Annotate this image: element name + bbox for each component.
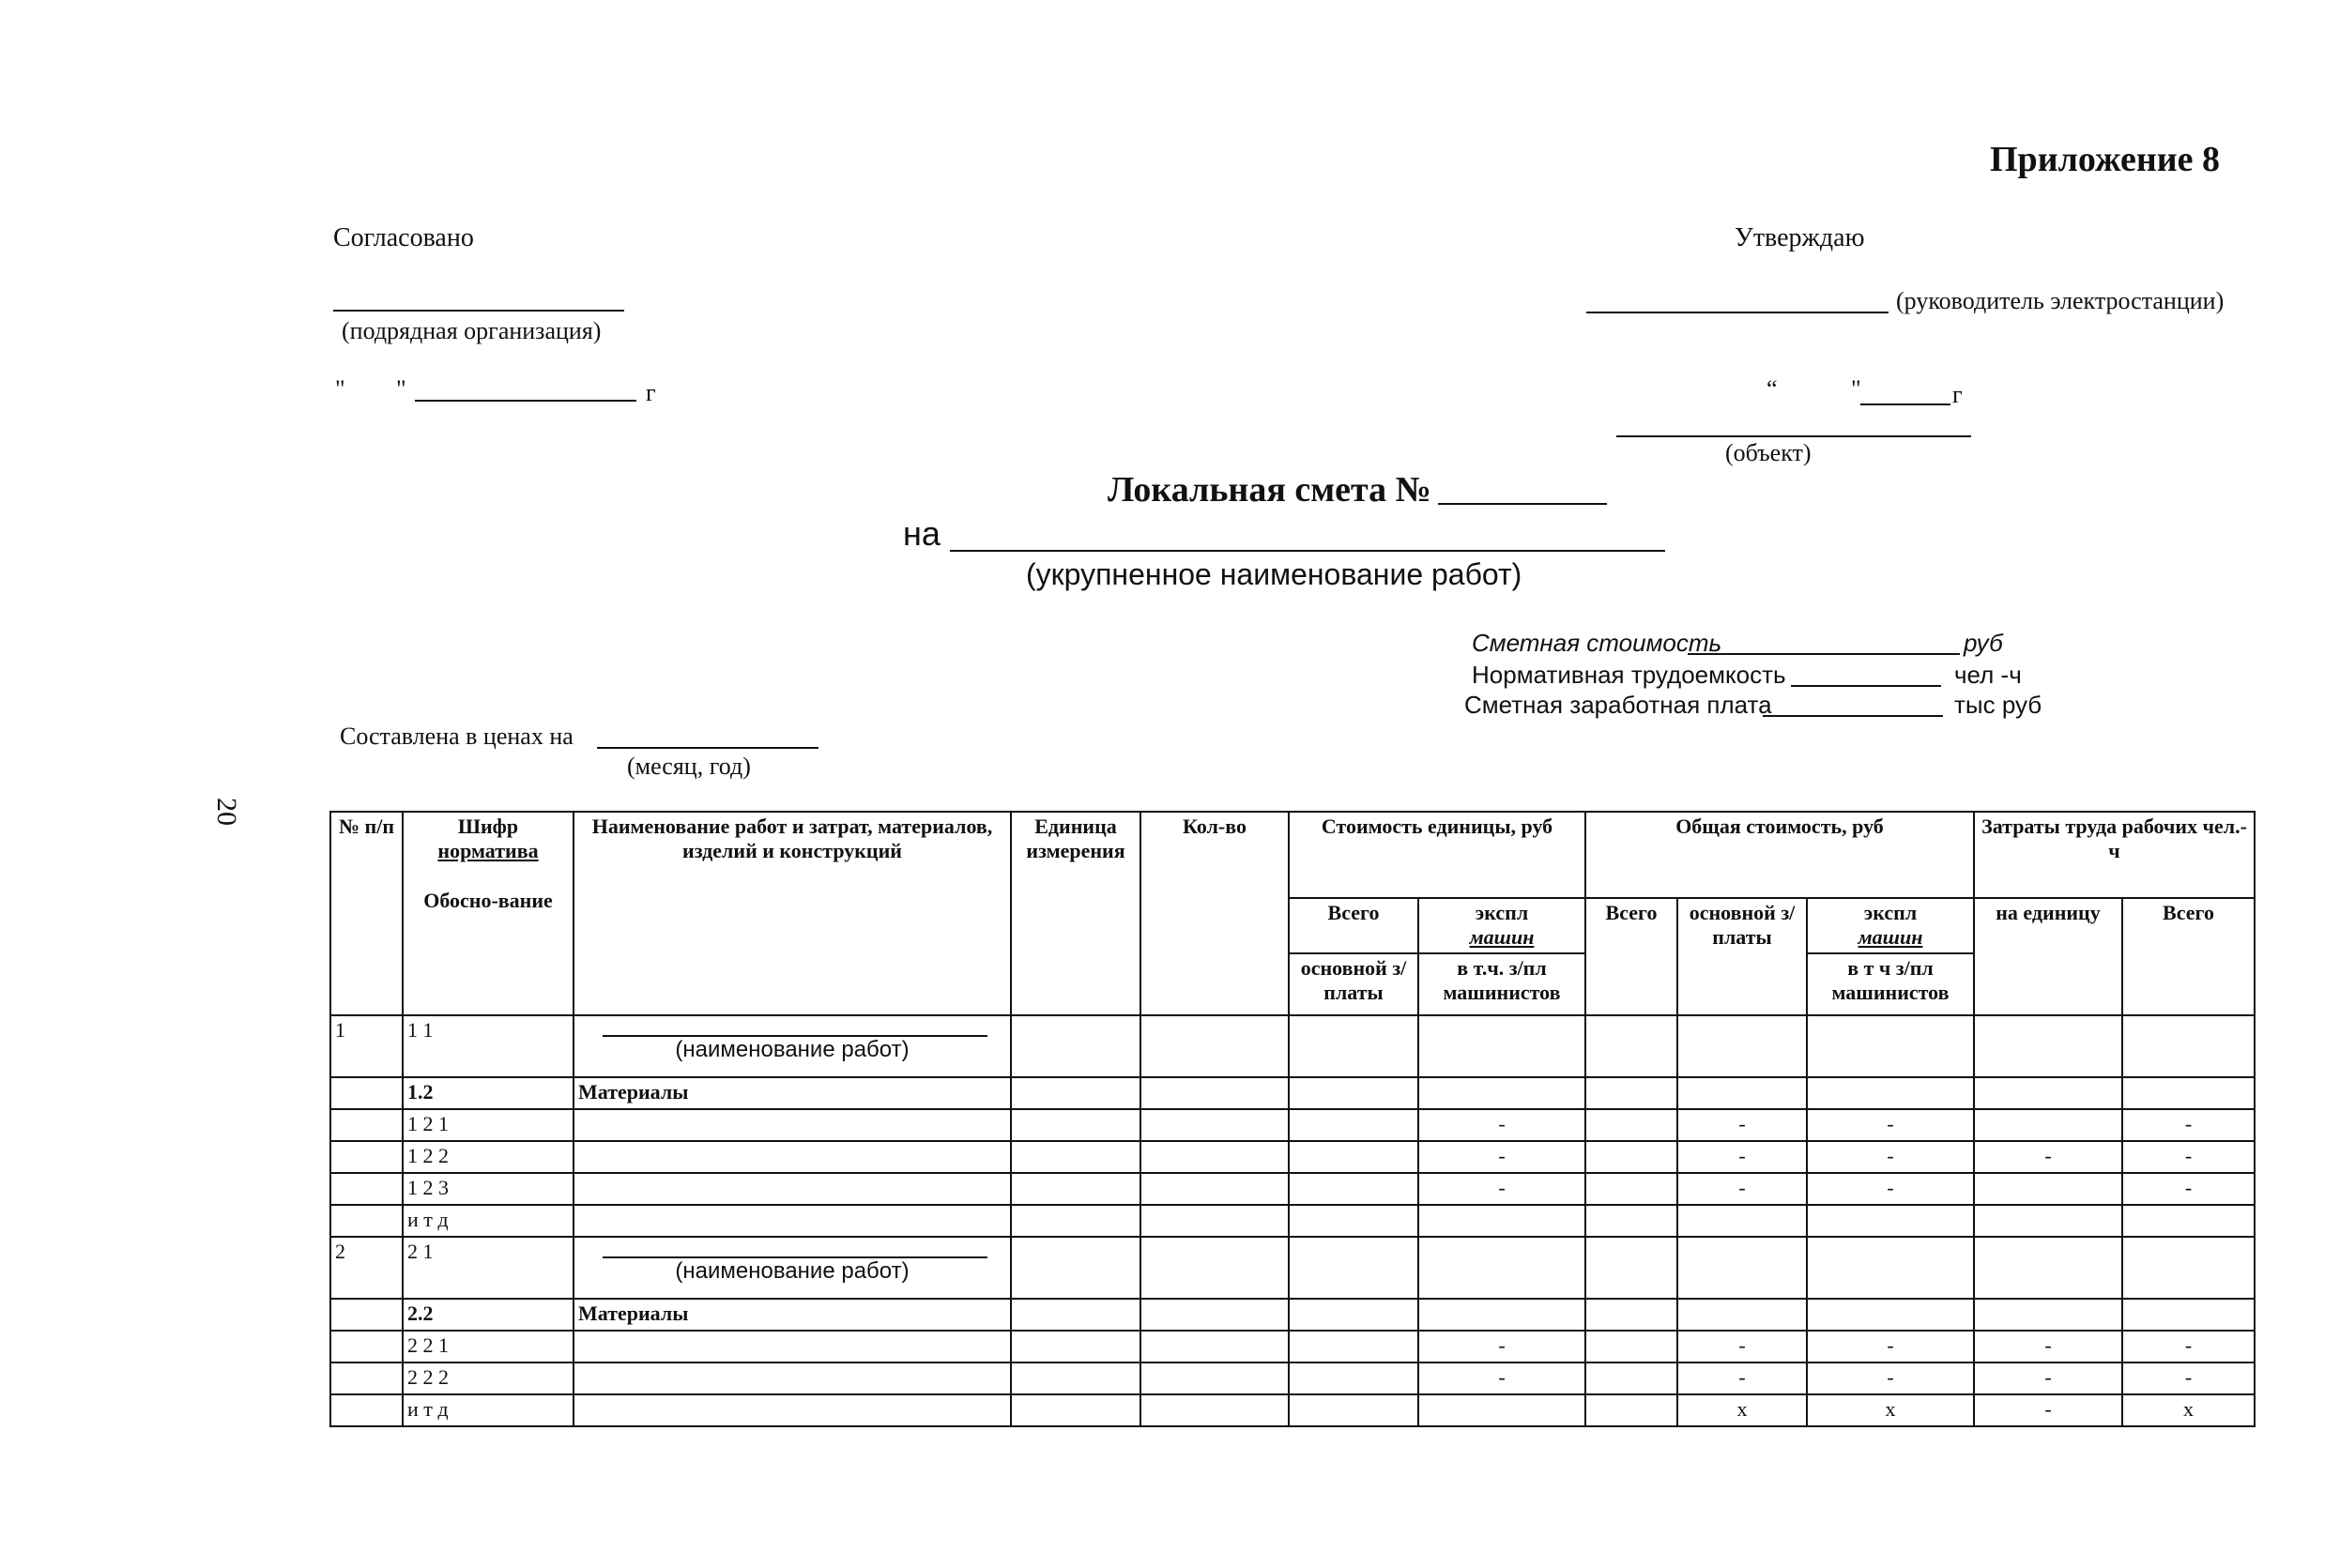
row-name [574,1173,1011,1205]
row-cell: - [1418,1331,1585,1362]
row-cell [1974,1109,2122,1141]
row-code: 2.2 [403,1299,574,1331]
estimated-cost-label: Сметная стоимость [1472,629,1722,657]
table-row [330,1299,2255,1331]
work-name-caption: (наименование работ) [675,1257,910,1284]
row-code: 1 1 [403,1015,574,1077]
prices-caption: (месяц, год) [627,753,751,780]
row-code: и т д [403,1205,574,1237]
labor-line [1791,685,1941,687]
header-labor: Затраты труда рабочих чел.-ч [1974,812,2255,898]
row-cell [2122,1015,2255,1077]
row-cell: - [1418,1362,1585,1394]
estimate-table [329,811,2256,1427]
row-cell [1011,1362,1140,1394]
wage-unit: тыс руб [1954,691,2042,719]
row-cell [1289,1173,1418,1205]
work-name-line [603,1024,987,1037]
header-total-machines-label2: машин [1858,925,1923,950]
row-cell [1011,1331,1140,1362]
row-cell [1140,1331,1289,1362]
table-row [330,1015,2255,1077]
row-cell [1289,1109,1418,1141]
table-body [330,1015,2255,1426]
date-suffix-right: г [1952,381,1963,408]
row-cell [1585,1331,1677,1362]
row-cell [1011,1299,1140,1331]
row-code: 2 1 [403,1237,574,1299]
row-name [574,1331,1011,1362]
row-name [574,1205,1011,1237]
row-cell [1011,1109,1140,1141]
row-cell [1011,1173,1140,1205]
row-num: 1 [330,1015,403,1077]
row-cell [1585,1205,1677,1237]
object-caption: (объект) [1725,439,1812,466]
row-num: 2 [330,1237,403,1299]
row-cell: - [1807,1141,1974,1173]
prices-line [597,747,818,749]
row-cell: - [1677,1362,1807,1394]
work-name-line [603,1245,987,1258]
row-cell [1140,1237,1289,1299]
na-label: на [903,514,941,553]
table-row [330,1205,2255,1237]
row-cell [1140,1362,1289,1394]
org-caption: (подрядная организация) [342,317,602,344]
row-cell [1585,1173,1677,1205]
row-name [574,1109,1011,1141]
row-cell [1677,1077,1807,1109]
row-cell [1011,1077,1140,1109]
row-cell [1585,1109,1677,1141]
row-cell [1418,1077,1585,1109]
agreed-label: Согласовано [333,223,474,252]
row-cell: - [1974,1362,2122,1394]
wage-line [1763,715,1943,717]
row-cell [1140,1141,1289,1173]
row-code: 2 2 1 [403,1331,574,1362]
row-code: 1 2 2 [403,1141,574,1173]
row-cell [1974,1299,2122,1331]
row-code: 1.2 [403,1077,574,1109]
table-row [330,1109,2255,1141]
row-cell [1140,1015,1289,1077]
header-justification: Обосно-вание [423,888,553,912]
row-cell: - [2122,1109,2255,1141]
row-cell [1418,1015,1585,1077]
row-cell [1011,1205,1140,1237]
work-name-caption: (укрупненное наименование работ) [1026,557,1522,591]
header-per-unit: на единицу [1974,898,2122,1015]
row-name: Материалы [574,1077,1011,1109]
row-code: и т д [403,1394,574,1426]
work-name-line [950,550,1665,552]
row-cell [1585,1394,1677,1426]
row-cell [1140,1109,1289,1141]
title-number-line [1438,503,1607,505]
date-line-right [1860,403,1950,405]
row-cell [1974,1173,2122,1205]
row-name [574,1362,1011,1394]
header-code [403,812,574,1015]
row-cell [1677,1015,1807,1077]
row-cell: - [2122,1362,2255,1394]
row-cell: - [2122,1141,2255,1173]
row-cell: - [1807,1109,1974,1141]
row-cell: - [1677,1331,1807,1362]
row-cell [1289,1237,1418,1299]
row-cell: - [1677,1141,1807,1173]
date-quote-open: " [335,375,345,403]
row-cell: - [1807,1173,1974,1205]
row-cell [1140,1173,1289,1205]
table-row [330,1331,2255,1362]
header-unit-machines [1418,898,1585,953]
row-cell [1011,1015,1140,1077]
row-cell [1289,1205,1418,1237]
estimated-cost-line [1688,653,1960,655]
row-cell [1974,1015,2122,1077]
header-code-norm: норматива [437,839,539,863]
date-line [415,400,636,402]
row-cell [1418,1299,1585,1331]
head-signature-line [1586,312,1889,313]
row-cell [1807,1015,1974,1077]
row-cell [1974,1237,2122,1299]
row-cell: - [1677,1173,1807,1205]
row-cell [1289,1077,1418,1109]
date-quote-close: " [396,375,406,403]
date-quote-open-right: “ [1766,375,1778,403]
row-cell [1585,1362,1677,1394]
table-row [330,1077,2255,1109]
row-cell [1585,1299,1677,1331]
row-cell: - [1677,1109,1807,1141]
row-cell [1418,1394,1585,1426]
object-line [1616,435,1971,437]
header-total-machines [1807,898,1974,953]
row-cell: - [1974,1394,2122,1426]
row-cell: - [1418,1141,1585,1173]
row-cell [1011,1237,1140,1299]
table-row [330,1237,2255,1299]
header-total-incl-wage: в т ч з/пл машинистов [1807,953,1974,1015]
row-cell [1140,1394,1289,1426]
labor-unit: чел -ч [1954,661,2022,689]
row-cell: х [1677,1394,1807,1426]
org-signature-line [333,310,624,312]
row-cell [1140,1077,1289,1109]
row-cell: - [2122,1173,2255,1205]
row-cell [1807,1205,1974,1237]
row-num [330,1331,403,1362]
row-cell: - [1974,1141,2122,1173]
row-cell [1585,1141,1677,1173]
row-cell: - [1807,1362,1974,1394]
row-num [330,1109,403,1141]
header-unit-machines-label2: машин [1469,925,1535,950]
row-cell [1585,1237,1677,1299]
work-name-caption: (наименование работ) [675,1036,910,1062]
row-num [330,1077,403,1109]
row-cell: х [2122,1394,2255,1426]
row-num [330,1205,403,1237]
row-cell [1140,1205,1289,1237]
header-unit-basic-wage: основной з/платы [1289,953,1418,1015]
estimated-cost-unit: руб [1964,629,2003,657]
row-cell: х [1807,1394,1974,1426]
header-total-cost: Общая стоимость, руб [1585,812,1974,898]
header-qty: Кол-во [1140,812,1289,1015]
row-num [330,1362,403,1394]
table-row [330,1362,2255,1394]
row-cell [1289,1015,1418,1077]
row-num [330,1394,403,1426]
head-caption: (руководитель электростанции) [1896,287,2225,314]
row-num [330,1141,403,1173]
row-code: 2 2 2 [403,1362,574,1394]
header-unit-cost: Стоимость единицы, руб [1289,812,1585,898]
row-cell [1807,1237,1974,1299]
row-cell [1807,1299,1974,1331]
row-cell: - [1418,1173,1585,1205]
header-total-basic-wage: основной з/платы [1677,898,1807,1015]
row-cell [2122,1299,2255,1331]
wage-label: Сметная заработная плата [1464,691,1772,719]
row-cell [1140,1299,1289,1331]
row-cell [1677,1299,1807,1331]
row-cell [1011,1141,1140,1173]
row-cell [1677,1205,1807,1237]
table-row [330,1394,2255,1426]
row-name: Материалы [574,1299,1011,1331]
approve-label: Утверждаю [1735,223,1865,252]
row-cell [1289,1331,1418,1362]
header-num: № п/п [330,812,403,1015]
header-unit-all: Всего [1289,898,1418,953]
row-name [574,1141,1011,1173]
header-unit-incl-wage: в т.ч. з/пл машинистов [1418,953,1585,1015]
page-number: 20 [211,798,242,826]
row-cell: - [2122,1331,2255,1362]
row-cell: - [1807,1331,1974,1362]
row-name [574,1237,1011,1299]
row-cell [1974,1077,2122,1109]
row-cell [2122,1077,2255,1109]
date-suffix: г [646,379,656,406]
prices-label: Составлена в ценах на [340,723,574,750]
document-title: Локальная смета № [1108,470,1431,510]
row-cell: - [1974,1331,2122,1362]
row-cell [1807,1077,1974,1109]
row-cell [1974,1205,2122,1237]
row-name [574,1015,1011,1077]
row-cell [1289,1394,1418,1426]
table-row [330,1141,2255,1173]
row-cell [1289,1362,1418,1394]
table-row [330,1173,2255,1205]
row-cell [1418,1205,1585,1237]
row-cell [1011,1394,1140,1426]
row-num [330,1173,403,1205]
header-labor-all: Всего [2122,898,2255,1015]
row-name [574,1394,1011,1426]
row-cell [1418,1237,1585,1299]
row-cell [1585,1015,1677,1077]
row-code: 1 2 3 [403,1173,574,1205]
row-cell: - [1418,1109,1585,1141]
row-cell [2122,1237,2255,1299]
header-code-label: Шифр [457,814,519,838]
row-num [330,1299,403,1331]
row-code: 1 2 1 [403,1109,574,1141]
row-cell [2122,1205,2255,1237]
appendix-title: Приложение 8 [1990,140,2221,179]
row-cell [1289,1141,1418,1173]
header-unit: Единица измерения [1011,812,1140,1015]
row-cell [1677,1237,1807,1299]
labor-label: Нормативная трудоемкость [1472,661,1786,689]
header-unit-machines-label: экспл [1475,901,1529,924]
date-quote-close-right: " [1851,375,1861,403]
header-total-all: Всего [1585,898,1677,1015]
header-total-machines-label: экспл [1863,901,1918,924]
row-cell [1289,1299,1418,1331]
row-cell [1585,1077,1677,1109]
header-name: Наименование работ и затрат, материалов, изделий и конструкций [574,812,1011,1015]
